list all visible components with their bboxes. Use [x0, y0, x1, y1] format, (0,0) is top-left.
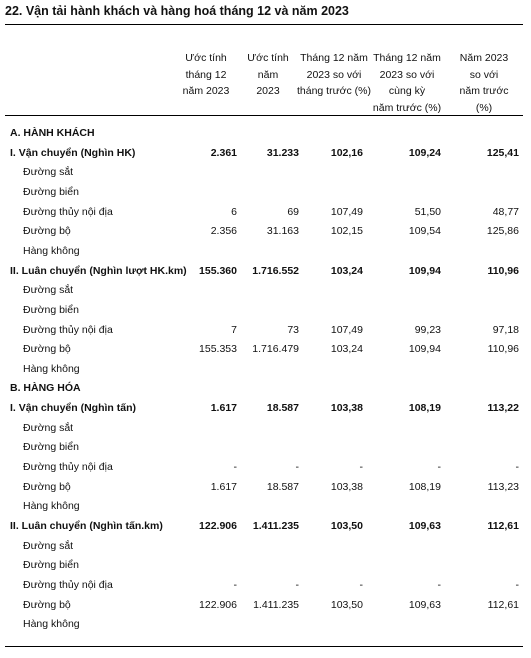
- table-cell: 110,96: [487, 343, 519, 356]
- row-label: Đường biển: [23, 303, 79, 316]
- row-label: Đường sắt: [23, 421, 74, 434]
- row-label: Đường bộ: [23, 225, 71, 238]
- row-label: Đường bộ: [23, 598, 71, 611]
- column-header-line: 2023: [256, 85, 280, 97]
- column-header-line: (%): [475, 101, 493, 114]
- table-cell: -: [359, 578, 363, 591]
- table-cell: -: [233, 461, 237, 474]
- table-cell: 99,23: [414, 323, 441, 336]
- table-cell: 122.906: [199, 598, 237, 611]
- table-cell: 18.587: [266, 402, 299, 415]
- row-label: Đường thủy nội địa: [23, 578, 113, 591]
- column-header-line: Ước tính: [185, 52, 227, 64]
- table-cell: 1.411.235: [252, 520, 299, 532]
- column-header-line: năm trước: [459, 85, 509, 97]
- page-title: 22. Vận tải hành khách và hàng hoá tháng 12 và năm 2023: [5, 4, 349, 18]
- table-row: [5, 340, 523, 360]
- table-row: [5, 144, 523, 164]
- table-cell: 18.587: [266, 480, 299, 493]
- table-cell: 31.233: [266, 146, 299, 159]
- table-cell: 2.361: [210, 146, 237, 159]
- table-cell: 1.411.235: [253, 598, 299, 611]
- row-label: Đường sắt: [23, 166, 74, 179]
- row-label: Đường biển: [23, 559, 79, 572]
- row-label: Đường biển: [23, 185, 79, 198]
- table-row: [5, 262, 523, 282]
- table-cell: 2.356: [210, 225, 237, 238]
- row-label: Đường biển: [23, 441, 79, 454]
- table-cell: -: [233, 578, 237, 591]
- row-label: Đường bộ: [23, 480, 71, 493]
- table-cell: 1.617: [210, 480, 237, 493]
- table-cell: 112,61: [487, 520, 519, 532]
- table-row: [5, 124, 523, 144]
- table-cell: -: [437, 461, 441, 474]
- table-row: [5, 458, 523, 478]
- table-row: [5, 242, 523, 262]
- table-cell: 109,63: [408, 520, 441, 532]
- table-row: [5, 596, 523, 616]
- row-label: Đường sắt: [23, 539, 74, 552]
- table-cell: 108,19: [408, 402, 441, 415]
- column-header-line: năm 2023: [182, 85, 230, 97]
- table-cell: 112,61: [487, 598, 519, 611]
- table-cell: 103,38: [330, 480, 363, 493]
- row-label: Hàng không: [23, 618, 80, 631]
- table-top-rule: [5, 24, 523, 25]
- column-header-5: [449, 50, 519, 116]
- column-header-line: 2023 so với: [306, 68, 362, 81]
- table-row: [5, 517, 523, 537]
- table-cell: 107,49: [330, 323, 363, 336]
- table-cell: 109,63: [408, 598, 441, 611]
- table-row: [5, 321, 523, 341]
- row-label: Hàng không: [23, 362, 80, 375]
- table-cell: 7: [231, 323, 237, 336]
- section-heading: B. HÀNG HÓA: [10, 382, 81, 395]
- table-cell: 125,41: [486, 146, 519, 159]
- table-cell: 109,94: [408, 343, 441, 356]
- column-header-line: năm: [257, 68, 279, 81]
- table-row: [5, 281, 523, 301]
- column-header-line: Tháng 12 năm: [300, 52, 368, 64]
- column-header-line: 2023 so với: [379, 68, 435, 81]
- table-row: [5, 222, 523, 242]
- table-cell: 110,96: [487, 264, 519, 277]
- row-label: II. Luân chuyển (Nghìn tấn.km): [10, 520, 163, 532]
- table-cell: 109,24: [408, 146, 441, 159]
- table-cell: 6: [231, 205, 237, 218]
- table-cell: -: [515, 578, 519, 591]
- table-cell: 155.353: [199, 343, 237, 356]
- row-label: Hàng không: [23, 500, 80, 513]
- column-header-3: [294, 50, 374, 100]
- table-cell: 113,22: [487, 402, 519, 415]
- table-cell: 1.716.479: [252, 343, 299, 356]
- table-cell: 107,49: [330, 205, 363, 218]
- table-cell: 102,15: [330, 225, 363, 238]
- table-cell: 103,24: [330, 264, 363, 277]
- table-cell: 103,50: [330, 520, 363, 532]
- table-row: [5, 497, 523, 517]
- column-header-4: [369, 50, 445, 116]
- table-cell: 103,50: [330, 598, 363, 611]
- row-label: Đường sắt: [23, 284, 74, 297]
- column-header-line: Năm 2023: [459, 52, 509, 64]
- table-bottom-rule: [5, 646, 523, 647]
- table-cell: 103,24: [330, 343, 363, 356]
- table-row: [5, 419, 523, 439]
- table-cell: 51,50: [414, 205, 441, 218]
- table-row: [5, 379, 523, 399]
- table-cell: -: [437, 578, 441, 591]
- table-cell: 113,23: [487, 480, 519, 493]
- column-header-line: cùng kỳ: [388, 85, 426, 97]
- table-cell: 1.617: [210, 402, 237, 415]
- row-label: Đường thủy nội địa: [23, 323, 113, 336]
- table-row: [5, 163, 523, 183]
- column-header-line: năm trước (%): [372, 101, 442, 114]
- table-cell: 102,16: [330, 146, 363, 159]
- column-header-line: tháng trước (%): [296, 85, 372, 97]
- table-cell: 109,94: [408, 264, 441, 277]
- table-cell: 73: [287, 323, 299, 336]
- table-cell: 97,18: [492, 323, 519, 336]
- section-heading: A. HÀNH KHÁCH: [10, 127, 95, 139]
- table-row: [5, 399, 523, 419]
- table-row: [5, 203, 523, 223]
- row-label: I. Vận chuyển (Nghìn HK): [10, 146, 136, 159]
- column-header-1: [174, 50, 238, 100]
- table-cell: 69: [287, 205, 299, 218]
- table-cell: -: [295, 578, 299, 591]
- table-row: [5, 576, 523, 596]
- table-row: [5, 183, 523, 203]
- column-header-2: [240, 50, 296, 100]
- row-label: I. Vận chuyển (Nghìn tấn): [10, 402, 137, 415]
- header-bottom-rule: [5, 115, 523, 116]
- table-row: [5, 360, 523, 380]
- row-label: Hàng không: [23, 244, 80, 257]
- table-row: [5, 537, 523, 557]
- table-cell: 109,54: [408, 225, 441, 238]
- table-cell: -: [295, 461, 299, 474]
- table-cell: 125,86: [486, 225, 519, 238]
- row-label: II. Luân chuyển (Nghìn lượt HK.km): [10, 264, 187, 277]
- row-label: Đường thủy nội địa: [23, 461, 113, 474]
- table-cell: 48,77: [492, 205, 519, 218]
- table-row: [5, 438, 523, 458]
- column-header-line: so với: [469, 68, 499, 81]
- table-cell: 108,19: [408, 480, 441, 493]
- column-header-line: tháng 12: [185, 68, 227, 81]
- column-header-line: Ước tính: [247, 52, 289, 64]
- table-row: [5, 615, 523, 635]
- table-row: [5, 556, 523, 576]
- table-row: [5, 478, 523, 498]
- table-cell: 155.360: [199, 264, 237, 277]
- table-cell: 1.716.552: [252, 264, 299, 277]
- table-row: [5, 301, 523, 321]
- table-cell: -: [359, 461, 363, 474]
- row-label: Đường bộ: [23, 343, 71, 356]
- table-cell: 31.163: [266, 225, 299, 238]
- table-cell: -: [515, 461, 519, 474]
- table-cell: 122.906: [199, 520, 237, 532]
- column-header-line: Tháng 12 năm: [373, 52, 441, 64]
- table-cell: 103,38: [330, 402, 363, 415]
- row-label: Đường thủy nội địa: [23, 205, 113, 218]
